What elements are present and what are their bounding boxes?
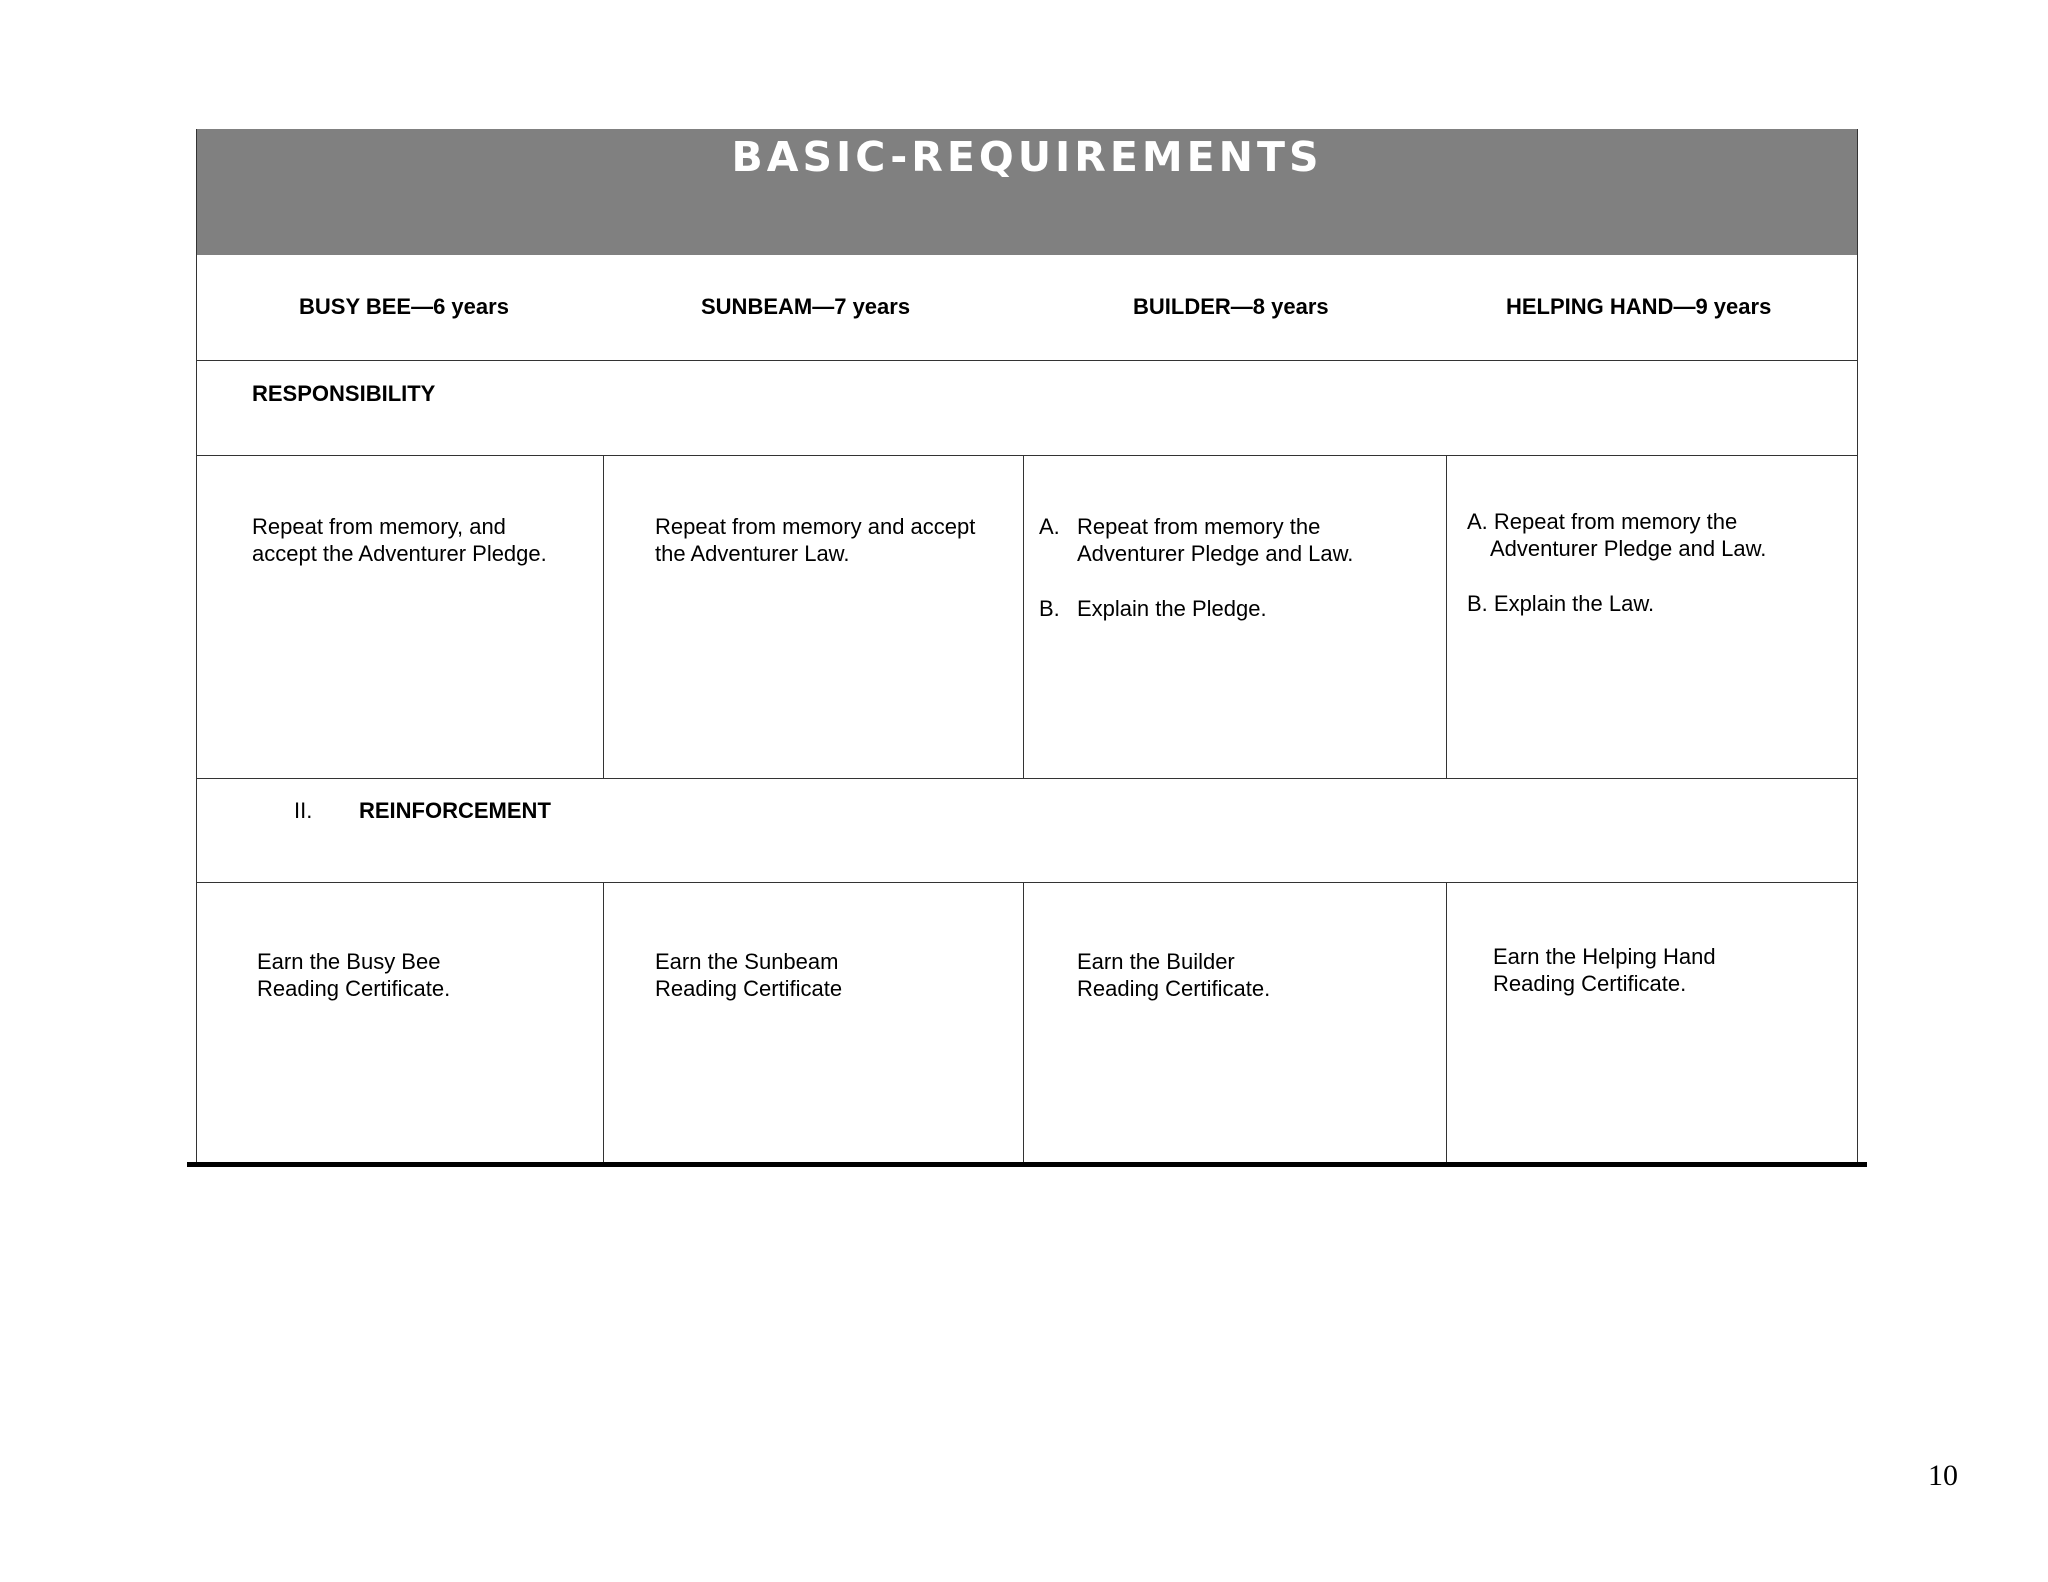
cell-responsibility-busy-bee — [252, 514, 547, 568]
cell-reinforcement-busy-bee — [257, 949, 450, 1003]
list-marker-b: B. — [1039, 596, 1060, 621]
section-numeral-ii: II. — [294, 798, 313, 823]
table-bottom-rule — [187, 1162, 1867, 1167]
cell-responsibility-sunbeam — [655, 514, 975, 568]
cell-line: accept the Adventurer Pledge. — [252, 540, 547, 566]
rule-under-reinforcement — [196, 882, 1858, 883]
cell-line: Reading Certificate. — [1077, 975, 1271, 1001]
cell-reinforcement-builder — [1077, 949, 1270, 1003]
column-header-builder: BUILDER—8 years — [1133, 294, 1329, 319]
table-border-left — [196, 129, 197, 1163]
cell-responsibility-helping-hand-item-a — [1467, 509, 1766, 563]
cell-divider-1 — [603, 455, 604, 778]
cell-responsibility-builder-item-b — [1077, 596, 1267, 623]
cell-reinforcement-sunbeam — [655, 949, 842, 1003]
cell-divider-5 — [1023, 882, 1024, 1163]
rule-under-responsibility — [196, 455, 1858, 456]
cell-line: Reading Certificate. — [1493, 970, 1687, 996]
cell-line: Earn the Busy Bee — [257, 949, 441, 974]
section-heading-reinforcement: REINFORCEMENT — [359, 798, 551, 823]
page-title: BASIC-REQUIREMENTS — [731, 133, 1323, 181]
cell-line: Reading Certificate — [655, 975, 843, 1001]
cell-divider-4 — [603, 882, 604, 1163]
column-header-helping-hand: HELPING HAND—9 years — [1506, 294, 1772, 319]
cell-line: Repeat from memory, and — [252, 514, 506, 539]
cell-line: Reading Certificate. — [257, 975, 451, 1001]
cell-line: Repeat from memory and accept — [655, 514, 976, 539]
list-marker-a: A. — [1039, 514, 1060, 539]
cell-line: B. Explain the Law. — [1467, 591, 1655, 616]
rule-under-column-headers — [196, 360, 1858, 361]
cell-line: Earn the Builder — [1077, 949, 1235, 974]
cell-responsibility-builder-item-a — [1077, 514, 1353, 568]
cell-line: A. Repeat from memory the — [1467, 509, 1738, 534]
cell-line: Earn the Helping Hand — [1493, 944, 1716, 969]
column-header-busy-bee: BUSY BEE—6 years — [299, 294, 509, 319]
cell-line: Adventurer Pledge and Law. — [1077, 540, 1354, 566]
title-banner — [196, 129, 1858, 255]
cell-divider-2 — [1023, 455, 1024, 778]
cell-line: Adventurer Pledge and Law. — [1490, 535, 1767, 561]
cell-divider-3 — [1446, 455, 1447, 778]
section-heading-responsibility: RESPONSIBILITY — [252, 381, 436, 406]
column-header-sunbeam: SUNBEAM—7 years — [701, 294, 911, 319]
cell-reinforcement-helping-hand — [1493, 944, 1716, 998]
cell-responsibility-helping-hand-item-b — [1467, 591, 1654, 618]
rule-under-responsibility-cells — [196, 778, 1858, 779]
table-border-right — [1857, 129, 1858, 1163]
cell-line: Repeat from memory the — [1077, 514, 1321, 539]
cell-divider-6 — [1446, 882, 1447, 1163]
cell-line: Explain the Pledge. — [1077, 596, 1267, 621]
cell-line: Earn the Sunbeam — [655, 949, 839, 974]
cell-line: the Adventurer Law. — [655, 540, 850, 566]
page-number: 10 — [1928, 1459, 1958, 1492]
